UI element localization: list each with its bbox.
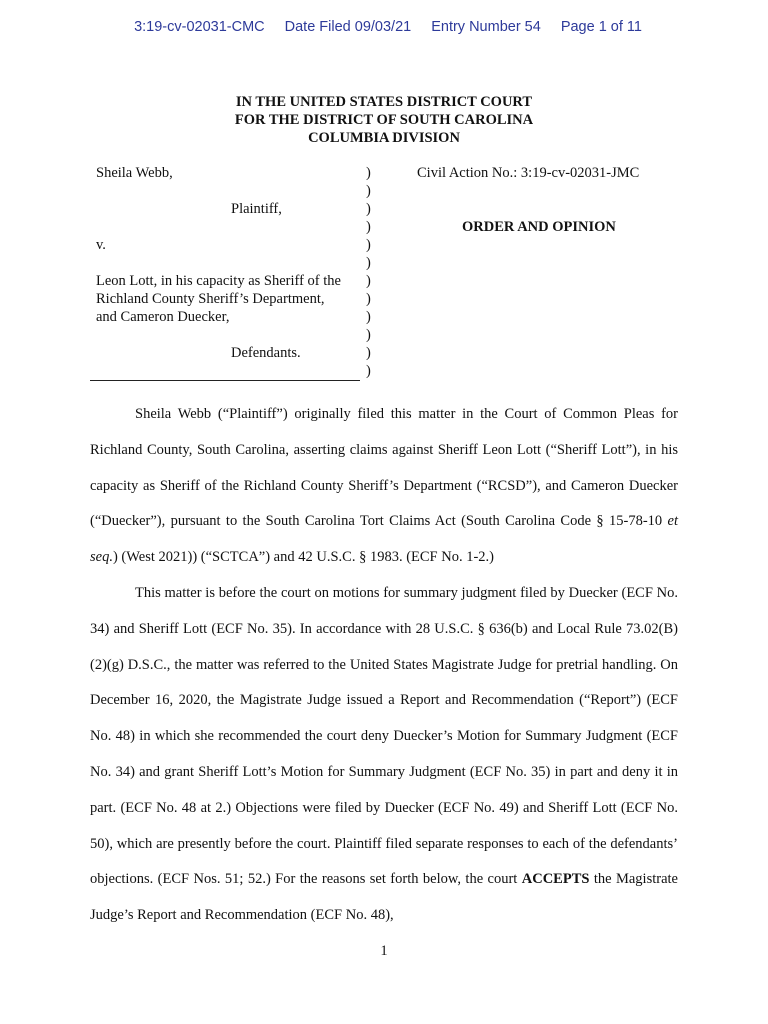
order-title: ORDER AND OPINION: [462, 219, 616, 235]
filing-header: [0, 0, 768, 35]
paren: ): [366, 309, 371, 325]
paren: ): [366, 255, 371, 271]
paragraph-1-text-b: ) (West 2021)) (“SCTCA”) and 42 U.S.C. § 1983. (ECF No. 1-2.): [112, 549, 494, 566]
paragraph-2-text-a: This matter is before the court on motions for summary judgment filed by Duecker (ECF No. 34) and Sheriff Lott (ECF No. 35). In accordance with 28 U.S.C. § 636(b) and Local Rule 73.02(B)(2)(g) D.S.C., the matter was referred to the United States Magistrate Judge for pretrial handling. On December 16, 2020, the Magistrate Judge issued a Report and Recommendation (“Report”) (ECF No. 48) in which she recommended the court deny Duecker’s Motion for Summary Judgment (ECF No. 34) and grant Sheriff Lott’s Motion for Summary Judgment (ECF No. 35) in part and deny it in part. (ECF No. 48 at 2.) Objections were filed by Duecker (ECF No. 49) and Sheriff Lott (ECF No. 50), which are presently before the court. Plaintiff filed separate responses to each of the defendants’ objections. (ECF Nos. 51; 52.) For the reasons set forth below, the court: [90, 584, 678, 888]
defendant-line-2: Richland County Sheriff’s Department,: [96, 291, 325, 307]
paragraph-1: [90, 397, 678, 576]
caption-parentheses: [366, 164, 378, 380]
paren: ): [366, 327, 371, 343]
court-line-1: IN THE UNITED STATES DISTRICT COURT: [235, 94, 533, 110]
court-heading: [0, 93, 768, 147]
paragraph-2-bold: ACCEPTS: [521, 871, 590, 888]
paragraph-2-text-b: the Magistrate Judge’s Report and Recommendation (ECF No. 48),: [90, 871, 678, 924]
paragraph-1-text-a: Sheila Webb (“Plaintiff”) originally filed this matter in the Court of Common Pleas for Richland County, South Carolina, asserting claims against Sheriff Leon Lott (“Sheriff Lott”), in his capacity as Sheriff of the Richland County Sheriff’s Department (“RCSD”), and Cameron Duecker (“Duecker”), pursuant to the South Carolina Tort Claims Act (South Carolina Code § 15-78-10: [90, 406, 678, 530]
paren: ): [366, 219, 371, 235]
court-line-2: FOR THE DISTRICT OF SOUTH CAROLINA: [234, 112, 534, 128]
defendant-line-3: and Cameron Duecker,: [96, 309, 230, 325]
page-indicator: Page 1 of 11: [560, 19, 642, 35]
paren: ): [366, 363, 371, 379]
paren: ): [366, 273, 371, 289]
versus: v.: [96, 237, 106, 253]
case-number: 3:19-cv-02031-CMC: [134, 19, 265, 35]
defendant-role: Defendants.: [231, 345, 301, 361]
paren: ): [366, 165, 371, 181]
civil-action-number: Civil Action No.: 3:19-cv-02031-JMC: [417, 165, 640, 181]
court-line-3: COLUMBIA DIVISION: [308, 130, 460, 146]
plaintiff-role: Plaintiff,: [231, 201, 282, 217]
page-number: 1: [380, 943, 388, 959]
paren: ): [366, 237, 371, 253]
paragraph-2: [90, 576, 678, 934]
order-body: [90, 397, 678, 934]
date-filed: Date Filed 09/03/21: [284, 19, 412, 35]
paren: ): [366, 201, 371, 217]
paren: ): [366, 183, 371, 199]
defendant-line-1: Leon Lott, in his capacity as Sheriff of the: [96, 273, 341, 289]
entry-number: Entry Number 54: [431, 19, 541, 35]
caption-divider: [90, 380, 360, 381]
plaintiff-name: Sheila Webb,: [96, 165, 173, 181]
paren: ): [366, 291, 371, 307]
paragraph-1-italic: et seq.: [90, 513, 678, 566]
paren: ): [366, 345, 371, 361]
